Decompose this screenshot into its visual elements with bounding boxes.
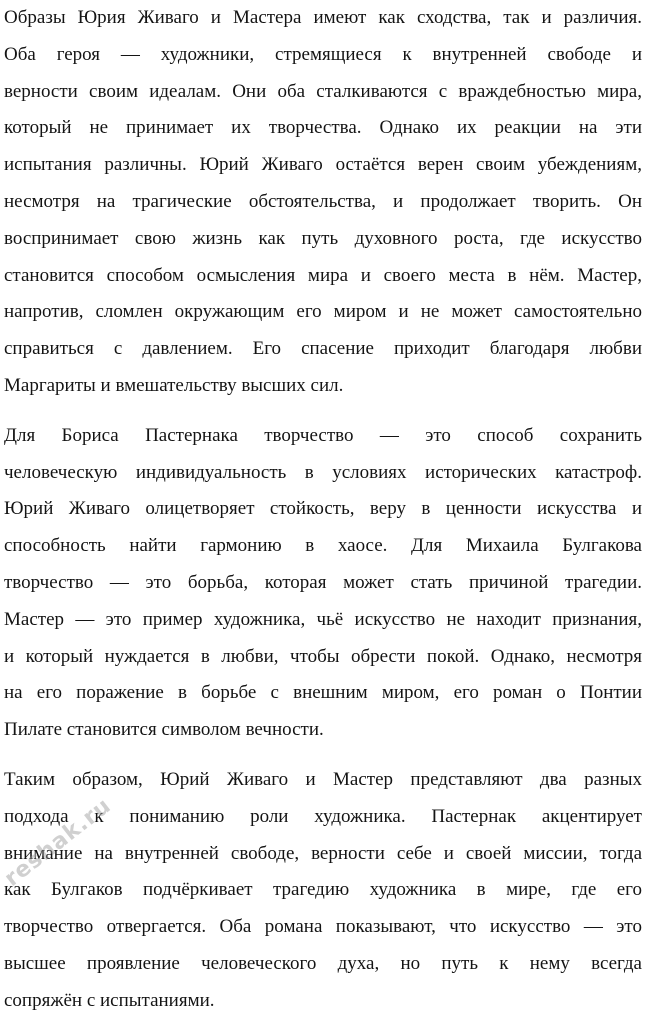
text-line: Мастер — это пример художника, чьё искусство не находит признания, xyxy=(4,608,642,630)
paragraph-2 xyxy=(4,418,642,749)
watermark: reshak.ru xyxy=(0,793,117,892)
text-line: несмотря на трагические обстоятельства, и продолжает творить. Он xyxy=(4,190,642,212)
text-line: творчество — это борьба, которая может стать причиной трагедии. xyxy=(4,571,642,593)
text-line: внимание на внутренней свободе, верности себе и своей миссии, тогда xyxy=(4,842,642,864)
text-line: Маргариты и вмешательству высших сил. xyxy=(4,374,344,396)
text-line: Оба героя — художники, стремящиеся к внутренней свободе и xyxy=(4,43,642,65)
text-line: Юрий Живаго олицетворяет стойкость, веру в ценности искусства и xyxy=(4,498,642,520)
paragraph-gap xyxy=(4,405,642,418)
text-line: Для Бориса Пастернака творчество — это способ сохранить xyxy=(4,424,642,446)
text-line: становится способом осмысления мира и своего места в нём. Мастер, xyxy=(4,264,642,286)
text-line: как Булгаков подчёркивает трагедию художника в мире, где его xyxy=(4,879,642,901)
text-line: человеческую индивидуальность в условиях исторических катастроф. xyxy=(4,461,642,483)
text-line: высшее проявление человеческого духа, но путь к нему всегда xyxy=(4,952,642,974)
paragraph-3 xyxy=(4,762,642,1020)
text-line: сопряжён с испытаниями. xyxy=(4,989,215,1011)
text-line: Таким образом, Юрий Живаго и Мастер представляют два разных xyxy=(4,768,642,790)
paragraph-gap xyxy=(4,749,642,762)
text-line: верности своим идеалам. Они оба сталкиваются с враждебностью мира, xyxy=(4,80,642,102)
text-line: способность найти гармонию в хаосе. Для Михаила Булгакова xyxy=(4,535,642,557)
text-line: напротив, сломлен окружающим его миром и не может самостоятельно xyxy=(4,301,642,323)
text-line: который не принимает их творчества. Однако их реакции на эти xyxy=(4,117,642,139)
text-line: на его поражение в борьбе с внешним миром, его роман о Понтии xyxy=(4,682,642,704)
text-line: Образы Юрия Живаго и Мастера имеют как сходства, так и различия. xyxy=(4,7,642,28)
text-line: и который нуждается в любви, чтобы обрести покой. Однако, несмотря xyxy=(4,645,642,667)
text-line: творчество отвергается. Оба романа показывают, что искусство — это xyxy=(4,916,642,938)
text-line: Пилате становится символом вечности. xyxy=(4,719,324,741)
document-page xyxy=(4,0,642,1011)
text-line: испытания различны. Юрий Живаго остаётся верен своим убеждениям, xyxy=(4,154,642,176)
text-line: воспринимает свою жизнь как путь духовного роста, где искусство xyxy=(4,227,642,249)
paragraph-1 xyxy=(4,0,642,405)
text-line: подхода к пониманию роли художника. Пастернак акцентирует xyxy=(4,805,642,827)
text-line: справиться с давлением. Его спасение приходит благодаря любви xyxy=(4,338,642,360)
